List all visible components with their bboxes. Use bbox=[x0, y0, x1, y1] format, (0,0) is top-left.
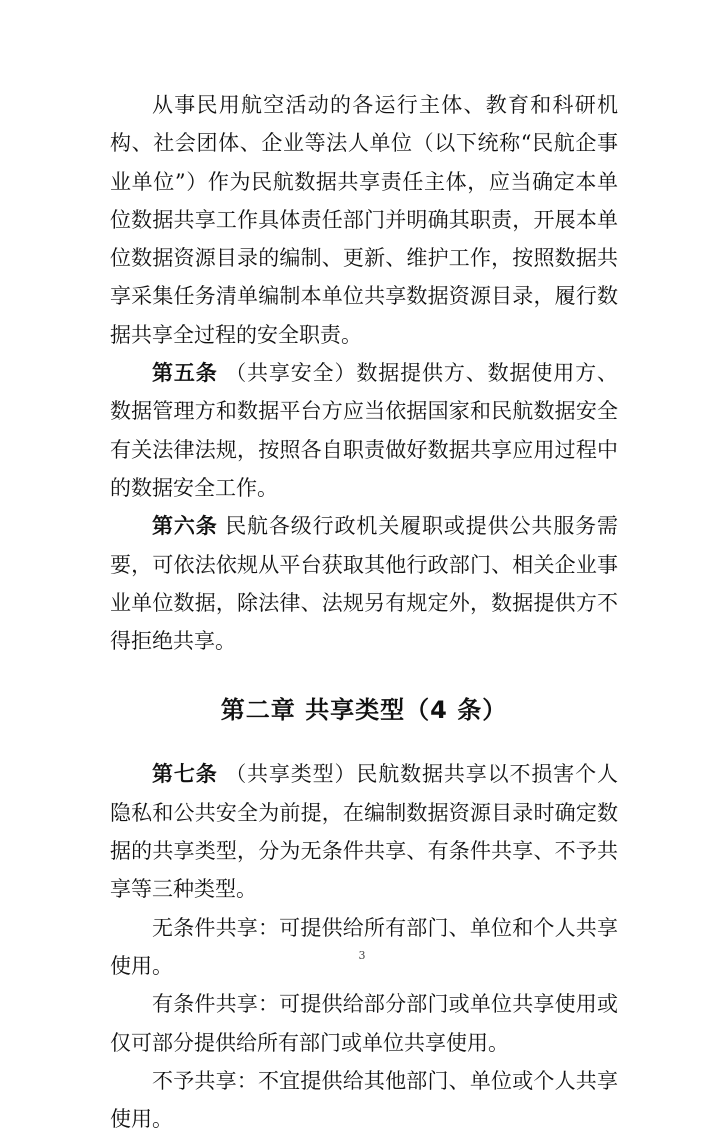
article-7-label: 第七条 bbox=[152, 761, 218, 787]
type-unconditional: 无条件共享：可提供给所有部门、单位和个人共享使用。 bbox=[110, 915, 618, 978]
article-6-label: 第六条 bbox=[152, 513, 218, 539]
document-body bbox=[110, 86, 618, 1138]
chapter-title: 第二章 共享类型（4 条） bbox=[220, 696, 508, 725]
article-7 bbox=[110, 755, 618, 908]
article-5-label: 第五条 bbox=[152, 360, 218, 386]
type-not-shared: 不予共享：不宜提供给其他部门、单位或个人共享使用。 bbox=[110, 1068, 618, 1132]
type-conditional: 有条件共享：可提供给部分部门或单位共享使用或仅可部分提供给所有部门或单位共享使用。 bbox=[110, 992, 618, 1055]
page-number: 3 bbox=[358, 949, 366, 962]
article-6 bbox=[110, 507, 618, 660]
article-7-text: （共享类型）民航数据共享以不损害个人隐私和公共安全为前提，在编制数据资源目录时确定数据的共享类型，分为无条件共享、有条件共享、不予共享等三种类型。 bbox=[110, 762, 619, 902]
paragraph-responsibility: 从事民用航空活动的各运行主体、教育和科研机构、社会团体、企业等法人单位（以下统称“民航企事业单位”）作为民航数据共享责任主体，应当确定本单位数据共享工作具体责任部门并明确其职责，开展本单位数据资源目录的编制、更新、维护工作，按照数据共享采集任务清单编制本单位共享数据资源目录，履行数据共享全过程的安全职责。 bbox=[110, 93, 618, 347]
article-5-text: （共享安全）数据提供方、数据使用方、数据管理方和数据平台方应当依据国家和民航数据安全有关法律法规，按照各自职责做好数据共享应用过程中的数据安全工作。 bbox=[110, 361, 619, 500]
article-6-text: 民航各级行政机关履职或提供公共服务需要，可依法依规从平台获取其他行政部门、相关企业事业单位数据，除法律、法规另有规定外，数据提供方不得拒绝共享。 bbox=[110, 514, 619, 654]
article-5 bbox=[110, 354, 618, 507]
chapter-heading-wrap bbox=[110, 690, 618, 725]
